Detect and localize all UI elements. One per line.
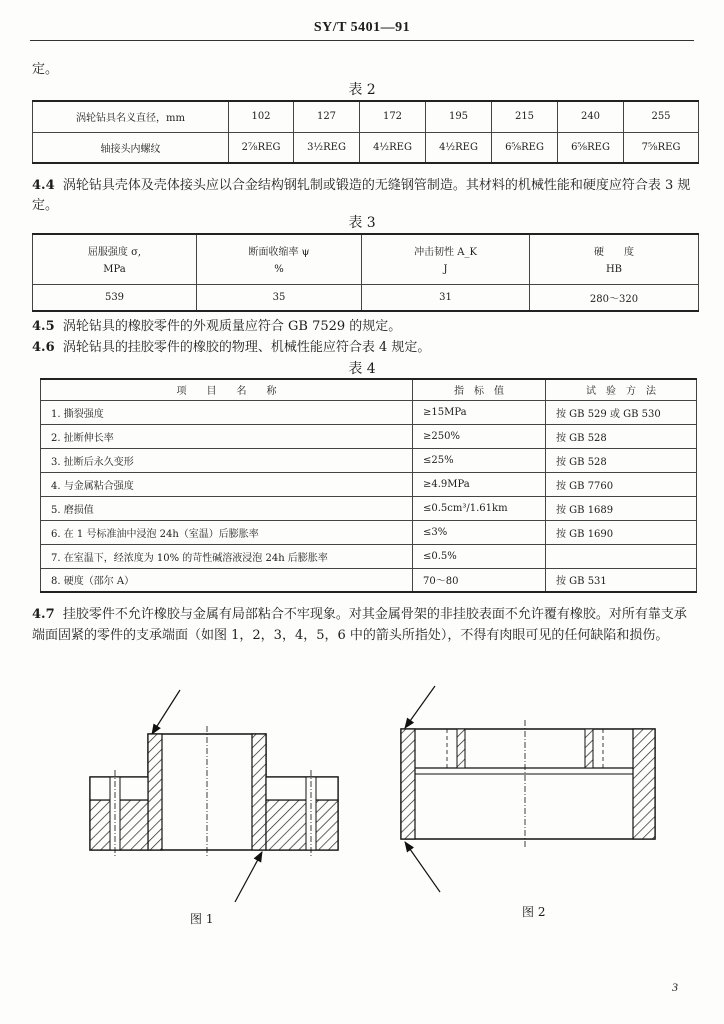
table4-cell: 6. 在 1 号标准油中浸泡 24h（室温）后膨胀率 <box>41 520 413 544</box>
table4-row <box>41 496 697 520</box>
figure-1-drawing <box>80 682 350 907</box>
table4-row <box>41 520 697 544</box>
table4-caption: 表 4 <box>348 361 376 377</box>
table2-cell: 3½REG <box>294 132 360 163</box>
table4-row <box>41 568 697 592</box>
section-4-4 <box>32 176 694 216</box>
section-number: 4.4 <box>32 178 55 193</box>
table4-cell: ≤25% <box>413 448 546 472</box>
header-label: 冲击韧性 A_K <box>414 247 477 259</box>
table4-row <box>41 472 697 496</box>
table4-cell: 7. 在室温下，经浓度为 10% 的苛性碱溶液浸泡 24h 后膨胀率 <box>41 544 413 568</box>
section-number: 4.5 <box>32 319 55 334</box>
intro-fragment: 定。 <box>32 62 59 77</box>
section-text: 涡轮钻具的挂胶零件的橡胶的物理、机械性能应符合表 4 规定。 <box>62 340 431 355</box>
header-unit: HB <box>605 264 623 276</box>
table4-header: 指 标 值 <box>413 379 546 400</box>
table2-cell: 255 <box>624 101 699 132</box>
table3-header <box>197 234 362 284</box>
table4-row <box>41 424 697 448</box>
table3-header <box>33 234 197 284</box>
table4-cell: 按 GB 528 <box>546 448 697 472</box>
table4-header: 试 验 方 法 <box>546 379 697 400</box>
arrow-bottom <box>405 842 440 892</box>
table4-cell: 1. 撕裂强度 <box>41 400 413 424</box>
header-unit: % <box>274 264 284 276</box>
table3-caption: 表 3 <box>348 215 376 231</box>
table2 <box>32 100 699 164</box>
table3-cell: 35 <box>197 284 362 311</box>
table2-cell: 102 <box>229 101 294 132</box>
section-text: 挂胶零件不允许橡胶与金属有局部粘合不牢现象。对其金属骨架的非挂胶表面不允许覆有橡胶。对所有靠支承端面固紧的零件的支承端面（如图 1，2，3，4，5，6 中的箭头所指处），不得有肉眼可见的任何缺陷和损伤。 <box>32 607 687 643</box>
table4-cell: ≤3% <box>413 520 546 544</box>
table2-cell: 240 <box>558 101 624 132</box>
table2-row <box>33 132 699 163</box>
table4-cell: ≥250% <box>413 424 546 448</box>
table2-cell: 127 <box>294 101 360 132</box>
table3-cell: 280～320 <box>530 284 699 311</box>
table3-header <box>362 234 530 284</box>
arrow-top <box>405 686 435 728</box>
table4-cell: 按 GB 528 <box>546 424 697 448</box>
table3-header <box>530 234 699 284</box>
table3-header-row <box>33 234 699 284</box>
table4-cell: 2. 扯断伸长率 <box>41 424 413 448</box>
table3-cell: 539 <box>33 284 197 311</box>
table4-cell: 3. 扯断后永久变形 <box>41 448 413 472</box>
hatched-wall-left <box>401 729 415 839</box>
figure-2-drawing <box>385 680 670 895</box>
table4-cell: 按 GB 1690 <box>546 520 697 544</box>
table3-cell: 31 <box>362 284 530 311</box>
table4-cell: 70～80 <box>413 568 546 592</box>
table2-cell: 6⅝REG <box>492 132 558 163</box>
section-text: 涡轮钻具壳体及壳体接头应以合金结构钢轧制或锻造的无缝钢管制造。其材料的机械性能和硬度应符合表 3 规定。 <box>32 178 691 213</box>
header-label: 断面收缩率 ψ <box>248 247 310 259</box>
section-4-6 <box>32 338 694 358</box>
table4-cell: ≤0.5cm³/1.61km <box>413 496 546 520</box>
arrow-top <box>152 690 180 734</box>
header-label: 硬 度 <box>594 247 634 259</box>
header-label: 屈服强度 σ, <box>87 247 142 259</box>
table4-cell: 按 GB 529 或 GB 530 <box>546 400 697 424</box>
table3-row <box>33 284 699 311</box>
header-unit: MPa <box>103 264 126 276</box>
table4-header-row <box>41 379 697 400</box>
table2-caption: 表 2 <box>348 82 376 98</box>
table2-row <box>33 101 699 132</box>
hatched-wall-left <box>148 734 162 850</box>
figure-1-caption: 图 1 <box>190 912 214 926</box>
table4-cell: 按 GB 1689 <box>546 496 697 520</box>
hatched-rib-right <box>585 729 593 768</box>
table4-cell: ≥15MPa <box>413 400 546 424</box>
table4-cell: ≤0.5% <box>413 544 546 568</box>
table2-cell: 215 <box>492 101 558 132</box>
section-number: 4.7 <box>32 607 55 622</box>
table4-row <box>41 400 697 424</box>
table4-row <box>41 544 697 568</box>
table2-cell: 涡轮钻具名义直径，mm <box>33 101 229 132</box>
hatched-rib-left <box>457 729 465 768</box>
table2-cell: 4½REG <box>426 132 492 163</box>
table2-cell: 195 <box>426 101 492 132</box>
table4-cell: 按 GB 531 <box>546 568 697 592</box>
table4-cell <box>546 544 697 568</box>
section-4-5 <box>32 317 694 337</box>
table2-cell: 6⅝REG <box>558 132 624 163</box>
table4-cell: ≥4.9MPa <box>413 472 546 496</box>
table4-cell: 4. 与金属粘合强度 <box>41 472 413 496</box>
table3 <box>32 233 699 312</box>
standard-header: SY/T 5401—91 <box>313 20 411 35</box>
section-4-7 <box>32 604 694 646</box>
section-text: 涡轮钻具的橡胶零件的外观质量应符合 GB 7529 的规定。 <box>62 319 402 334</box>
hatched-wall-right <box>633 729 655 839</box>
arrow-bottom <box>235 852 262 902</box>
table4-cell: 按 GB 7760 <box>546 472 697 496</box>
hatched-flange-right <box>266 800 338 850</box>
housing-outline <box>401 729 655 839</box>
table4-cell: 8. 硬度（邵尔 A） <box>41 568 413 592</box>
table2-cell: 7⅝REG <box>624 132 699 163</box>
table4-row <box>41 448 697 472</box>
table4 <box>40 378 697 593</box>
page-number: 3 <box>672 980 678 994</box>
table4-header: 项 目 名 称 <box>41 379 413 400</box>
figure-2-caption: 图 2 <box>522 905 546 919</box>
header-rule <box>30 40 694 41</box>
table2-cell: 172 <box>360 101 426 132</box>
table4-cell: 5. 磨损值 <box>41 496 413 520</box>
table2-cell: 4½REG <box>360 132 426 163</box>
table2-cell: 2⅞REG <box>229 132 294 163</box>
header-unit: J <box>443 264 448 276</box>
section-number: 4.6 <box>32 340 55 355</box>
table2-cell: 轴接头内螺纹 <box>33 132 229 163</box>
flange-top-right <box>266 777 338 800</box>
hatched-wall-right <box>252 734 266 850</box>
